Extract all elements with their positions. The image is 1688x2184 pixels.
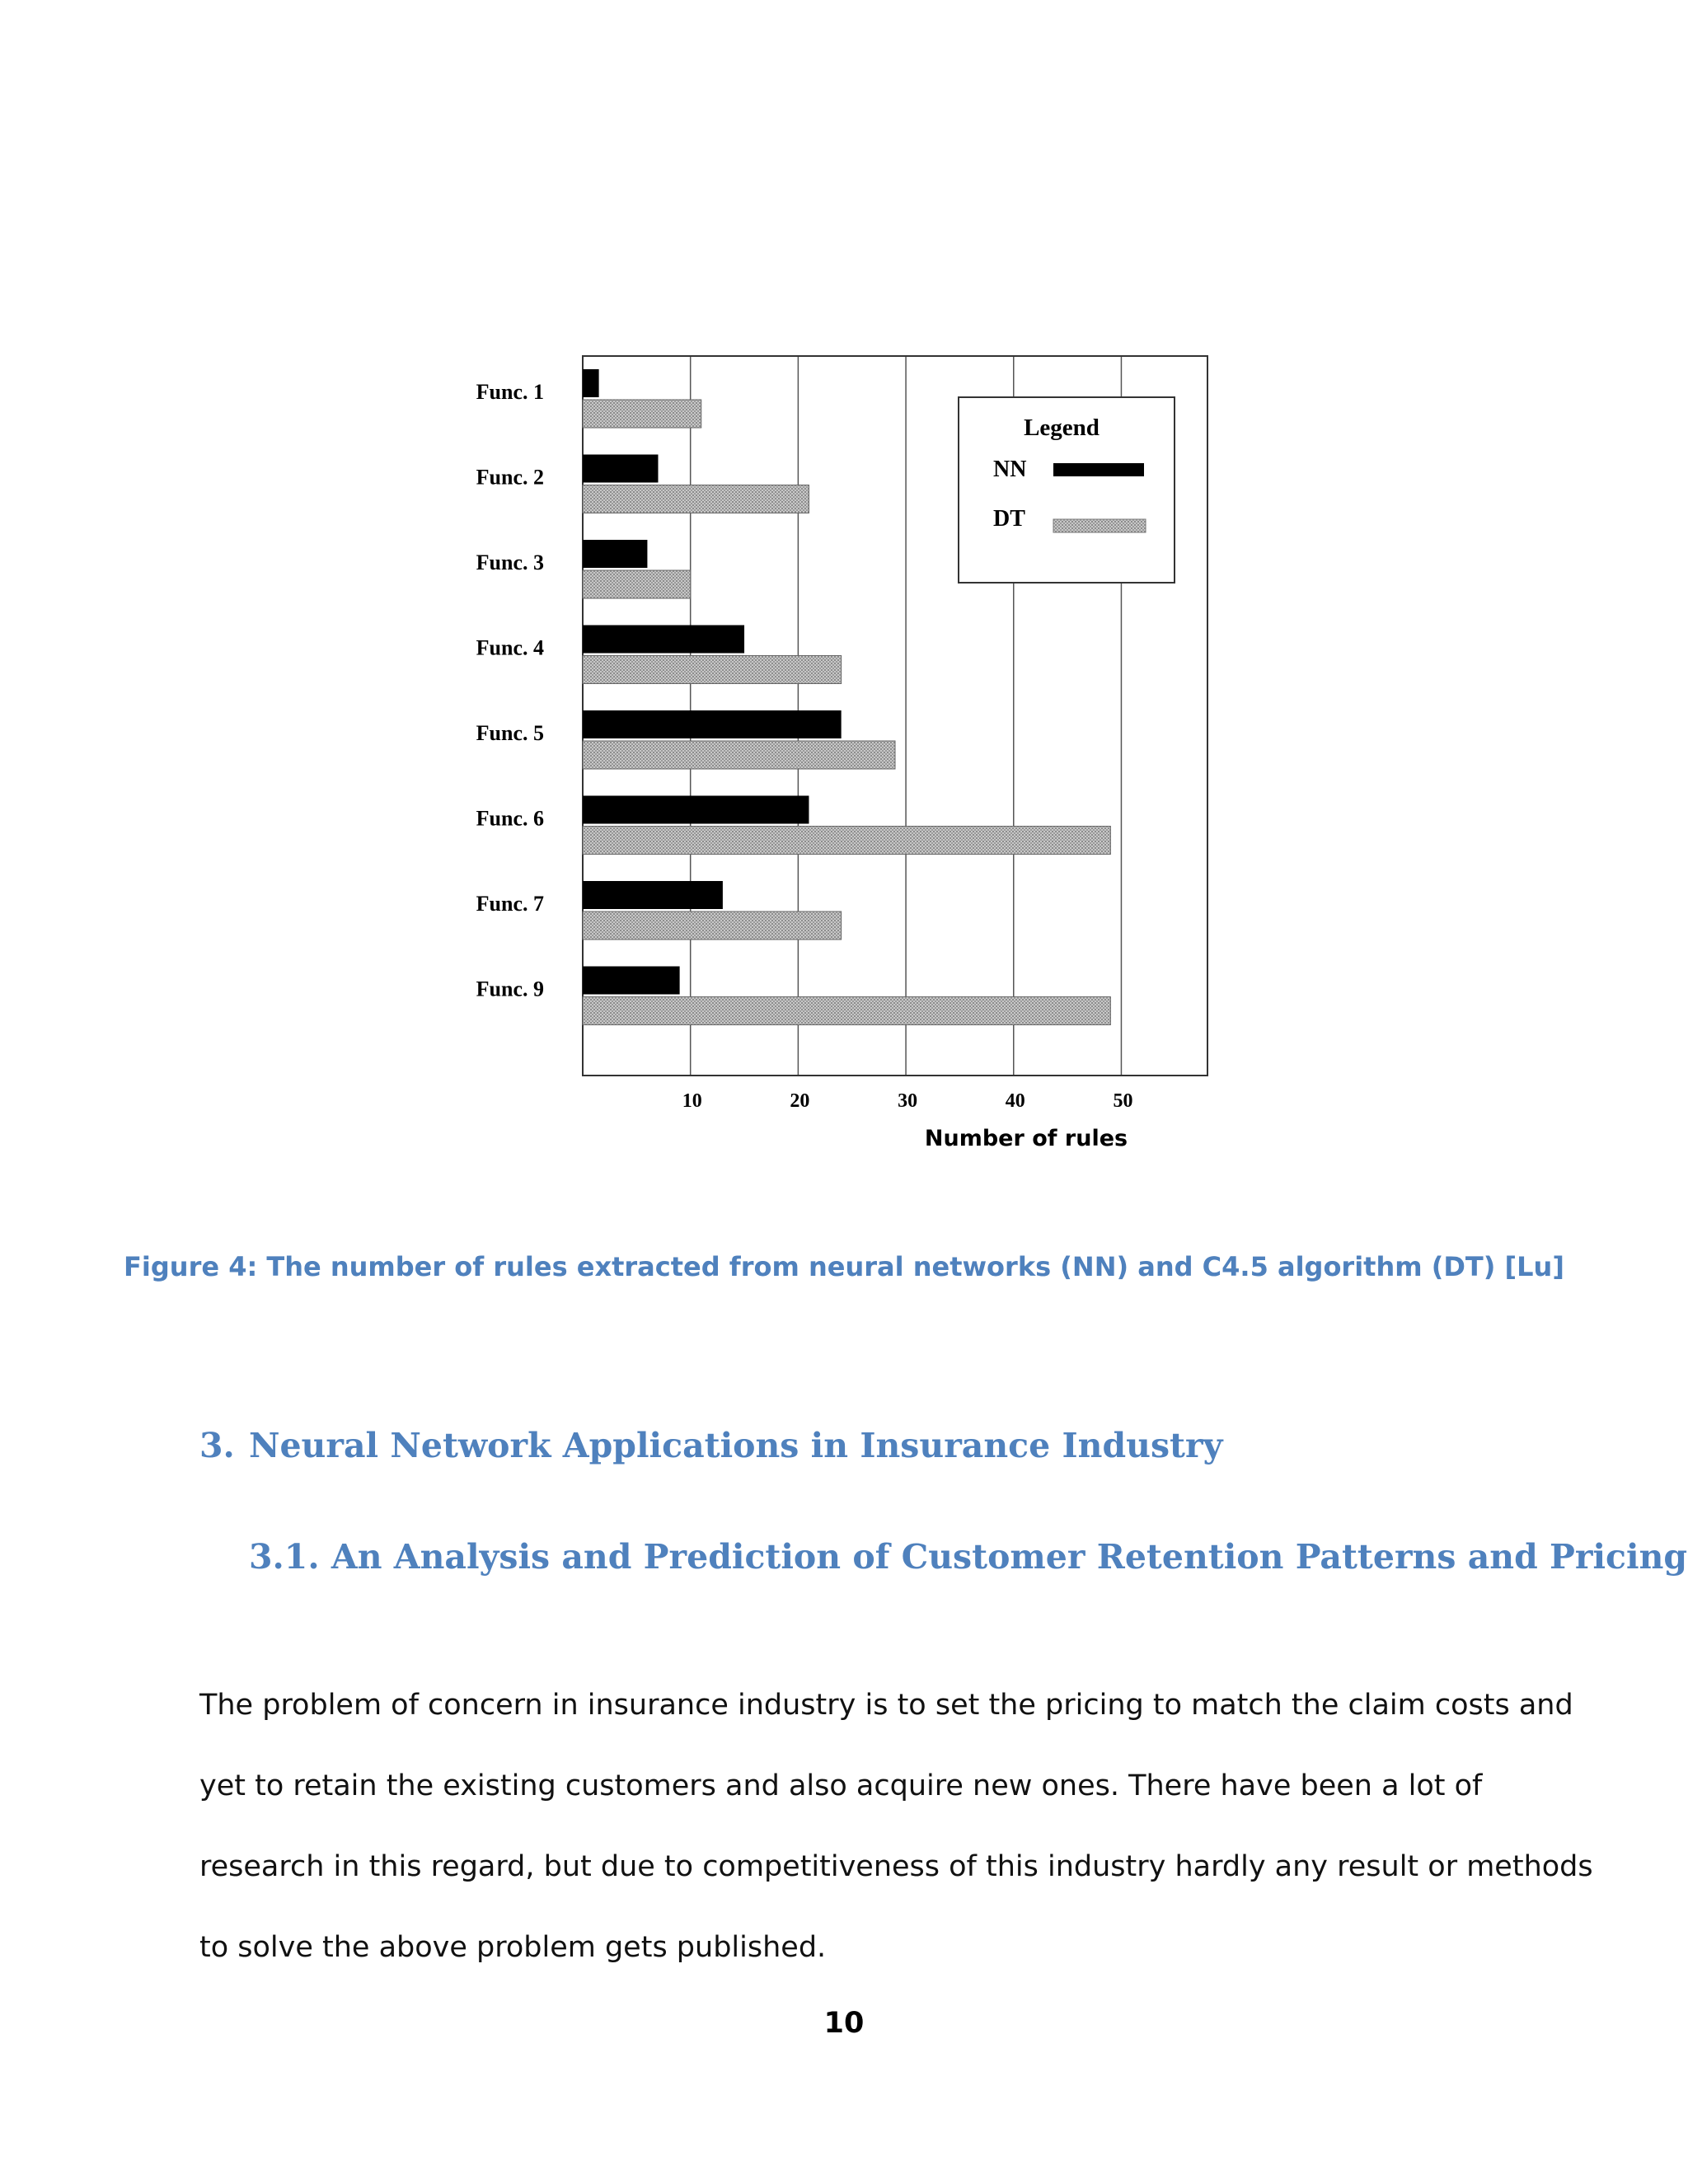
legend-label-nn: NN xyxy=(993,457,1027,482)
section-number: 3. xyxy=(199,1426,235,1465)
bar-nn xyxy=(583,369,599,397)
bar-nn xyxy=(583,881,723,909)
bar-dt xyxy=(583,485,809,513)
body-line: The problem of concern in insurance industry is to set the pricing to match the claim costs and xyxy=(199,1689,1573,1722)
category-label: Func. 3 xyxy=(476,551,544,574)
bar-dt xyxy=(583,741,895,769)
bar-nn xyxy=(583,455,658,483)
bar-dt xyxy=(583,570,691,598)
section-heading xyxy=(199,1426,1222,1465)
category-labels xyxy=(476,380,544,1001)
category-label: Func. 2 xyxy=(476,465,544,490)
x-tick-label: 30 xyxy=(898,1090,918,1112)
page-number: 10 xyxy=(823,2007,865,2040)
category-label: Func. 5 xyxy=(476,721,544,745)
category-label: Func. 9 xyxy=(476,977,544,1001)
legend-swatch-nn xyxy=(1053,463,1144,476)
body-line: research in this regard, but due to competitiveness of this industry hardly any result or methods xyxy=(199,1850,1593,1883)
bar-dt xyxy=(583,827,1110,855)
x-axis-label: Number of rules xyxy=(924,1126,1128,1151)
subsection-heading: 3.1. An Analysis and Prediction of Customer Retention Patterns and Pricing xyxy=(249,1537,1688,1577)
x-tick-label: 20 xyxy=(790,1090,810,1112)
legend-label-dt: DT xyxy=(993,506,1025,532)
bar-nn xyxy=(583,710,842,738)
bar-dt xyxy=(583,656,842,684)
bar-nn xyxy=(583,967,680,995)
bar-dt xyxy=(583,912,842,940)
body-line: yet to retain the existing customers and also acquire new ones. There have been a lot of xyxy=(199,1769,1483,1802)
x-tick-label: 40 xyxy=(1005,1090,1025,1112)
body-line: to solve the above problem gets published. xyxy=(199,1931,827,1964)
category-label: Func. 1 xyxy=(476,380,544,404)
x-tick-labels xyxy=(682,1090,1133,1112)
legend-swatch-dt xyxy=(1053,519,1146,532)
bar-dt xyxy=(583,997,1110,1025)
bar-dt xyxy=(583,400,701,428)
category-label: Func. 4 xyxy=(476,635,544,660)
bar-nn xyxy=(583,796,809,824)
x-tick-label: 50 xyxy=(1113,1090,1133,1112)
figure-caption: Figure 4: The number of rules extracted from neural networks (NN) and C4.5 algorithm (DT) [Lu] xyxy=(124,1251,1564,1282)
body-paragraph xyxy=(199,1665,1593,1988)
x-tick-label: 10 xyxy=(682,1090,702,1112)
category-label: Func. 6 xyxy=(476,806,544,831)
category-label: Func. 7 xyxy=(476,892,544,916)
bar-nn xyxy=(583,626,744,654)
legend-title: Legend xyxy=(1024,415,1100,441)
bar-nn xyxy=(583,540,647,568)
legend xyxy=(959,397,1175,583)
section-title: Neural Network Applications in Insurance Industry xyxy=(249,1426,1223,1465)
